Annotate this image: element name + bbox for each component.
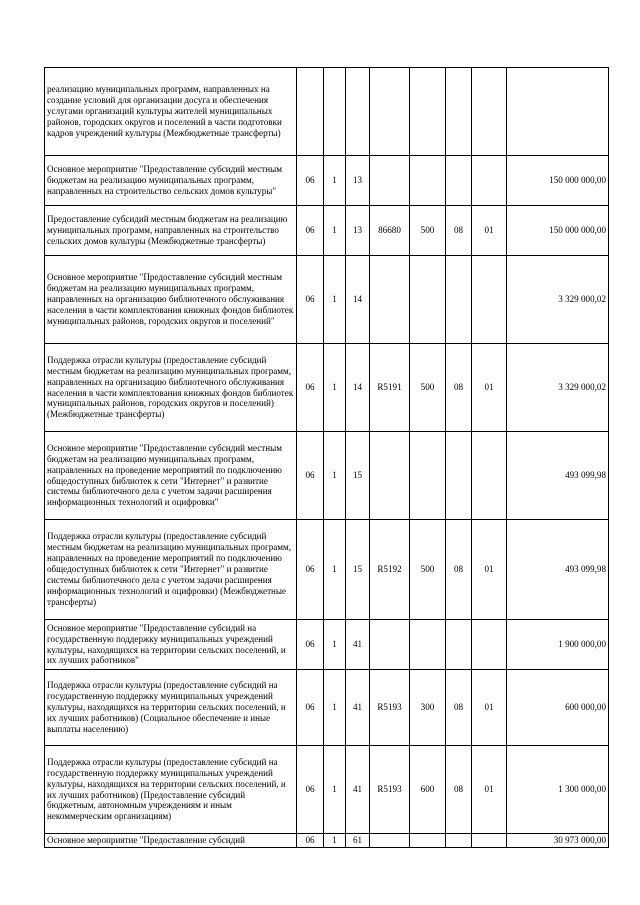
code-program: 06 bbox=[297, 670, 324, 746]
code-direction: R5191 bbox=[370, 344, 410, 432]
row-name: Поддержка отрасли культуры (предоставление субсидий местным бюджетам на реализацию муниципальных программ, направленных на организацию библиотечного обслуживания населения в части комплектования книжных фондов библиотек муниципальных районов, городских округов и поселений) (Межбюджетные трансферты) bbox=[45, 344, 297, 432]
code-subsection bbox=[472, 156, 507, 206]
code-direction: 86680 bbox=[370, 206, 410, 256]
code-expense-type bbox=[410, 156, 446, 206]
code-subsection: 01 bbox=[472, 746, 507, 834]
code-section: 08 bbox=[446, 206, 472, 256]
code-program: 06 bbox=[297, 834, 324, 848]
row-amount: 3 329 000,02 bbox=[507, 256, 609, 344]
code-event: 15 bbox=[346, 520, 370, 620]
table-row bbox=[45, 344, 609, 432]
row-name: Основное мероприятие "Предоставление субсидий местным бюджетам на реализацию муниципальных программ, направленных на проведение мероприятий по подключению общедоступных библиотек к сети "Интернет" и развитие системы библиотечного дела с учетом задачи расширения информационных технологий и оцифровки" bbox=[45, 432, 297, 520]
code-section: 08 bbox=[446, 670, 472, 746]
code-direction: R5193 bbox=[370, 746, 410, 834]
code-section bbox=[446, 156, 472, 206]
row-name: Основное мероприятие "Предоставление субсидий местным бюджетам на реализацию муниципальных программ, направленных на строительство сельских домов культуры" bbox=[45, 156, 297, 206]
code-direction bbox=[370, 620, 410, 670]
code-subsection bbox=[472, 620, 507, 670]
code-section bbox=[446, 620, 472, 670]
table-row bbox=[45, 256, 609, 344]
table-row bbox=[45, 432, 609, 520]
code-section bbox=[446, 834, 472, 848]
budget-table bbox=[44, 67, 609, 848]
code-subprogram: 1 bbox=[324, 620, 346, 670]
row-name: Поддержка отрасли культуры (предоставление субсидий на государственную поддержку муниципальных учреждений культуры, находящихся на территории сельских поселений, и их лучших работников) (Социальное обеспечение и иные выплаты населению) bbox=[45, 670, 297, 746]
row-amount: 1 900 000,00 bbox=[507, 620, 609, 670]
code-subprogram: 1 bbox=[324, 834, 346, 848]
table-row bbox=[45, 670, 609, 746]
code-event: 14 bbox=[346, 256, 370, 344]
code-event: 14 bbox=[346, 344, 370, 432]
code-expense-type bbox=[410, 432, 446, 520]
code-direction bbox=[370, 156, 410, 206]
code-subprogram: 1 bbox=[324, 344, 346, 432]
row-name: реализацию муниципальных программ, направленных на создание условий для организации досуга и обеспечения услугами организаций культуры жителей муниципальных районов, городских округов и поселений в части подготовки кадров учреждений культуры (Межбюджетные трансферты) bbox=[45, 68, 297, 156]
code-section bbox=[446, 68, 472, 156]
row-name: Основное мероприятие "Предоставление субсидий bbox=[45, 834, 297, 848]
code-expense-type: 500 bbox=[410, 344, 446, 432]
row-name: Основное мероприятие "Предоставление субсидий на государственную поддержку муниципальных учреждений культуры, находящихся на территории сельских поселений, и их лучших работников" bbox=[45, 620, 297, 670]
code-event: 13 bbox=[346, 206, 370, 256]
code-event: 61 bbox=[346, 834, 370, 848]
code-direction: R5193 bbox=[370, 670, 410, 746]
code-expense-type bbox=[410, 834, 446, 848]
code-subprogram: 1 bbox=[324, 746, 346, 834]
code-event: 15 bbox=[346, 432, 370, 520]
code-subprogram bbox=[324, 68, 346, 156]
row-amount: 150 000 000,00 bbox=[507, 206, 609, 256]
code-expense-type: 300 bbox=[410, 670, 446, 746]
table-row bbox=[45, 68, 609, 156]
row-name: Предоставление субсидий местным бюджетам на реализацию муниципальных программ, направленных на строительство сельских домов культуры (Межбюджетные трансферты) bbox=[45, 206, 297, 256]
row-amount: 30 973 000,00 bbox=[507, 834, 609, 848]
code-subsection bbox=[472, 256, 507, 344]
code-subprogram: 1 bbox=[324, 206, 346, 256]
code-program: 06 bbox=[297, 746, 324, 834]
code-program: 06 bbox=[297, 432, 324, 520]
code-subprogram: 1 bbox=[324, 156, 346, 206]
code-subsection bbox=[472, 68, 507, 156]
table-row bbox=[45, 520, 609, 620]
row-amount: 3 329 000,02 bbox=[507, 344, 609, 432]
code-section: 08 bbox=[446, 344, 472, 432]
code-expense-type bbox=[410, 68, 446, 156]
code-direction bbox=[370, 256, 410, 344]
code-event: 41 bbox=[346, 670, 370, 746]
code-subsection: 01 bbox=[472, 344, 507, 432]
row-amount: 493 099,98 bbox=[507, 520, 609, 620]
code-expense-type: 500 bbox=[410, 520, 446, 620]
code-subprogram: 1 bbox=[324, 520, 346, 620]
code-subprogram: 1 bbox=[324, 670, 346, 746]
code-event bbox=[346, 68, 370, 156]
table-row bbox=[45, 206, 609, 256]
code-subsection: 01 bbox=[472, 670, 507, 746]
row-name: Поддержка отрасли культуры (предоставление субсидий на государственную поддержку муниципальных учреждений культуры, находящихся на территории сельских поселений, и их лучших работников) (Предоставление субсидий бюджетным, автономным учреждениям и иным некоммерческим организациям) bbox=[45, 746, 297, 834]
code-direction: R5192 bbox=[370, 520, 410, 620]
code-event: 41 bbox=[346, 746, 370, 834]
code-direction bbox=[370, 68, 410, 156]
code-event: 41 bbox=[346, 620, 370, 670]
code-expense-type: 600 bbox=[410, 746, 446, 834]
row-amount: 150 000 000,00 bbox=[507, 156, 609, 206]
code-subprogram: 1 bbox=[324, 432, 346, 520]
code-program: 06 bbox=[297, 620, 324, 670]
row-amount: 600 000,00 bbox=[507, 670, 609, 746]
code-subprogram: 1 bbox=[324, 256, 346, 344]
code-subsection bbox=[472, 834, 507, 848]
code-section bbox=[446, 432, 472, 520]
table-row bbox=[45, 620, 609, 670]
code-section: 08 bbox=[446, 746, 472, 834]
table-row bbox=[45, 834, 609, 848]
code-subsection: 01 bbox=[472, 520, 507, 620]
code-program: 06 bbox=[297, 206, 324, 256]
code-subsection: 01 bbox=[472, 206, 507, 256]
code-expense-type: 500 bbox=[410, 206, 446, 256]
code-program: 06 bbox=[297, 156, 324, 206]
row-name: Основное мероприятие "Предоставление субсидий местным бюджетам на реализацию муниципальных программ, направленных на организацию библиотечного обслуживания населения в части комплектования книжных фондов библиотек муниципальных районов, городских округов и поселений" bbox=[45, 256, 297, 344]
code-expense-type bbox=[410, 620, 446, 670]
code-event: 13 bbox=[346, 156, 370, 206]
code-direction bbox=[370, 432, 410, 520]
row-amount: 493 099,98 bbox=[507, 432, 609, 520]
code-program: 06 bbox=[297, 256, 324, 344]
code-program: 06 bbox=[297, 344, 324, 432]
code-section: 08 bbox=[446, 520, 472, 620]
table-row bbox=[45, 746, 609, 834]
table-row bbox=[45, 156, 609, 206]
code-program bbox=[297, 68, 324, 156]
code-subsection bbox=[472, 432, 507, 520]
row-name: Поддержка отрасли культуры (предоставление субсидий местным бюджетам на реализацию муниципальных программ, направленных на проведение мероприятий по подключению общедоступных библиотек к сети "Интернет" и развитие системы библиотечного дела с учетом задачи расширения информационных технологий и оцифровки) (Межбюджетные трансферты) bbox=[45, 520, 297, 620]
code-section bbox=[446, 256, 472, 344]
code-program: 06 bbox=[297, 520, 324, 620]
row-amount: 1 300 000,00 bbox=[507, 746, 609, 834]
code-direction bbox=[370, 834, 410, 848]
code-expense-type bbox=[410, 256, 446, 344]
row-amount bbox=[507, 68, 609, 156]
